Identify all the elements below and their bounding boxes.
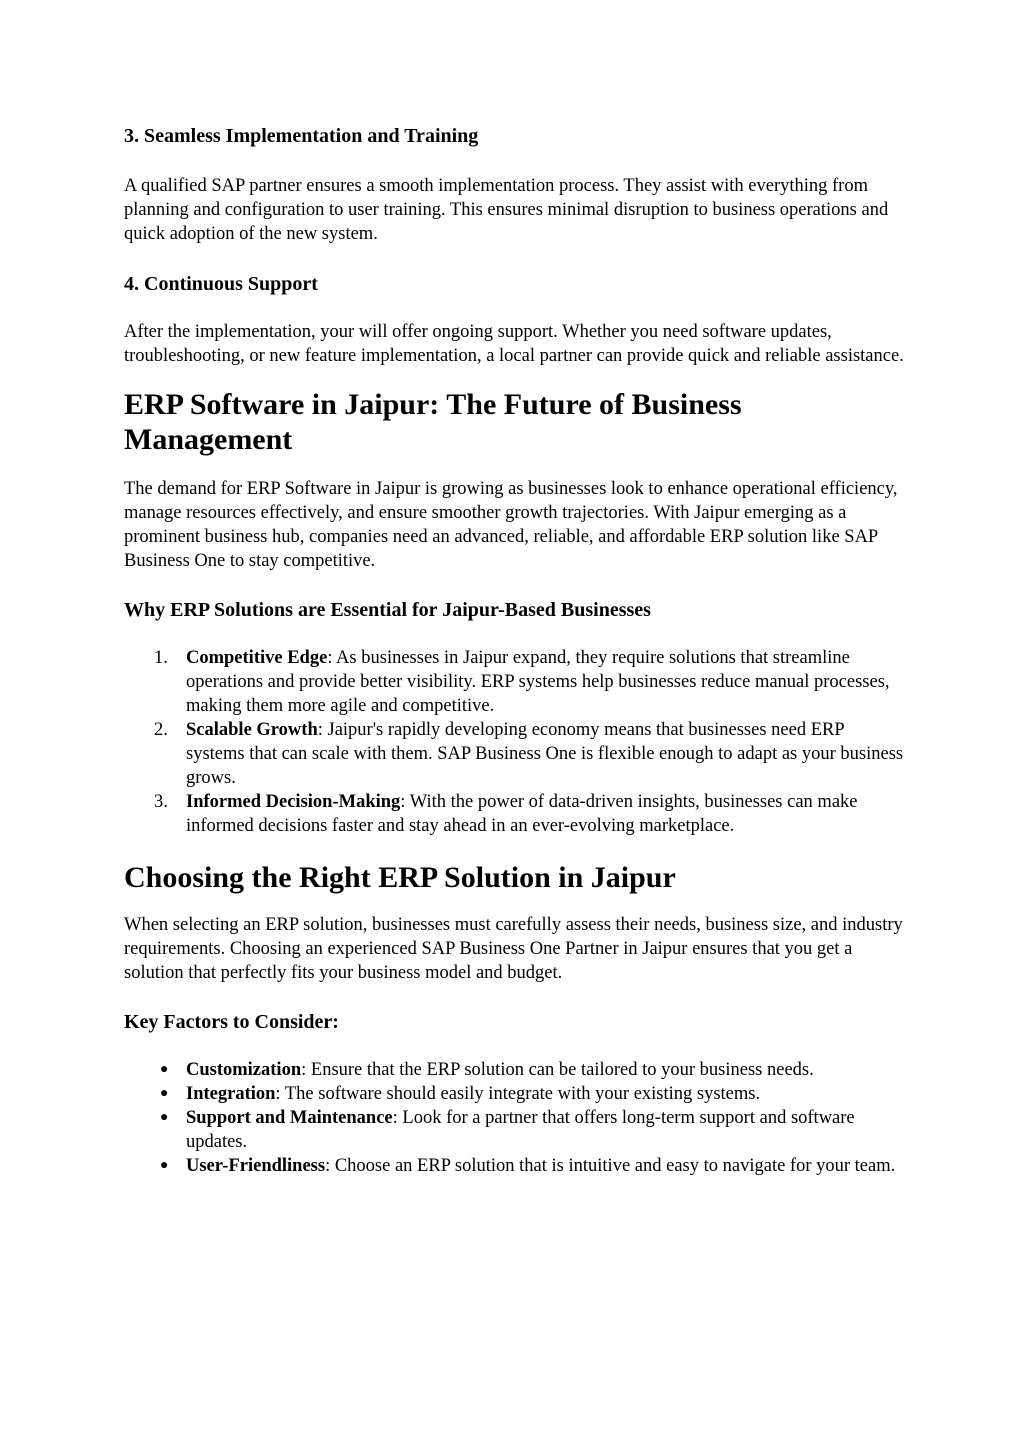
- bullet-icon: ●: [160, 1062, 169, 1077]
- section-heading-implementation: 3. Seamless Implementation and Training: [124, 125, 479, 147]
- list-item-title: User-Friendliness: [186, 1156, 326, 1176]
- list-item: [124, 1082, 904, 1106]
- list-item-title: Support and Maintenance: [186, 1108, 393, 1128]
- list-item: [124, 718, 904, 790]
- bullet-icon: ●: [160, 1086, 169, 1101]
- heading-erp-jaipur: ERP Software in Jaipur: The Future of Business Management: [124, 388, 742, 456]
- list-number: 1.: [154, 648, 168, 668]
- list-item-title: Informed Decision-Making: [186, 792, 401, 812]
- body-erp-jaipur: The demand for ERP Software in Jaipur is growing as businesses look to enhance operational efficiency, manage resources effectively, and ensure smoother growth trajectories. With Jaipur emerging as a prominent business hub, companies need an advanced, reliable, and affordable ERP solution like SAP Business One to stay competitive.: [124, 479, 898, 571]
- numbered-list-benefits: [124, 646, 904, 838]
- list-number: 2.: [154, 720, 168, 740]
- list-item-text: : Ensure that the ERP solution can be tailored to your business needs.: [301, 1060, 814, 1080]
- list-item-text: : Jaipur's rapidly developing economy means that businesses need ERP systems that can scale with them. SAP Business One is flexible enough to adapt as your business grows.: [186, 720, 904, 788]
- document-content: [124, 124, 904, 1178]
- list-item-text: : Look for a partner that offers long-term support and software updates.: [186, 1108, 855, 1152]
- section-body-implementation: A qualified SAP partner ensures a smooth implementation process. They assist with everything from planning and configuration to user training. This ensures minimal disruption to business operations and quick adoption of the new system.: [124, 176, 889, 244]
- list-item-text: : Choose an ERP solution that is intuitive and easy to navigate for your team.: [325, 1156, 896, 1176]
- list-item-title: Customization: [186, 1060, 302, 1080]
- bullet-list-factors: [124, 1058, 904, 1178]
- list-item-title: Scalable Growth: [186, 720, 318, 740]
- list-item-text: : The software should easily integrate with your existing systems.: [275, 1084, 761, 1104]
- bullet-icon: ●: [160, 1110, 169, 1125]
- subheading-key-factors: Key Factors to Consider:: [124, 1011, 339, 1033]
- list-item: [124, 790, 904, 838]
- list-item: [124, 646, 904, 718]
- body-choosing: When selecting an ERP solution, businesses must carefully assess their needs, business size, and industry requirements. Choosing an experienced SAP Business One Partner in Jaipur ensures that you get a solution that perfectly fits your business model and budget.: [124, 915, 903, 983]
- section-body-support: After the implementation, your will offer ongoing support. Whether you need software updates, troubleshooting, or new feature implementation, a local partner can provide quick and reliable assistance.: [124, 322, 904, 366]
- list-item: [124, 1058, 904, 1082]
- bullet-icon: ●: [160, 1158, 169, 1173]
- list-item: [124, 1106, 904, 1154]
- list-item-text: : With the power of data-driven insights, businesses can make informed decisions faster and stay ahead in an ever-evolving marketplace.: [186, 792, 858, 836]
- list-item-title: Integration: [186, 1084, 276, 1104]
- list-item-title: Competitive Edge: [186, 648, 328, 668]
- subheading-why-erp: Why ERP Solutions are Essential for Jaipur-Based Businesses: [124, 599, 651, 621]
- list-item-text: : As businesses in Jaipur expand, they require solutions that streamline operations and provide better visibility. ERP systems help businesses reduce manual processes, making them more agile and competitive.: [186, 648, 890, 716]
- list-number: 3.: [154, 792, 168, 812]
- list-item: [124, 1154, 904, 1178]
- section-heading-support: 4. Continuous Support: [124, 273, 318, 295]
- heading-choosing: Choosing the Right ERP Solution in Jaipur: [124, 861, 676, 894]
